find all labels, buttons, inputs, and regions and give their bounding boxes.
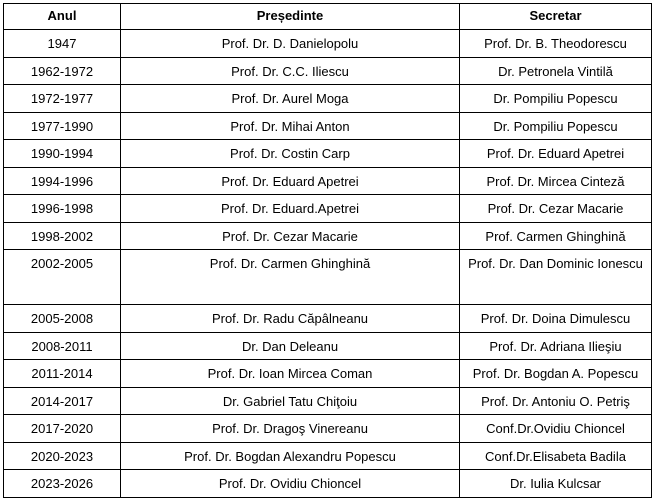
cell-year: 1962-1972 [4,57,121,85]
cell-secretary: Prof. Dr. Mircea Cinteză [460,167,652,195]
table-row [4,57,652,85]
table-row [4,222,652,250]
cell-president: Dr. Gabriel Tatu Chiţoiu [121,387,460,415]
cell-secretary: Dr. Iulia Kulcsar [460,470,652,498]
table-row [4,305,652,333]
table-row [4,167,652,195]
table-row [4,387,652,415]
presidents-secretaries-table [3,3,652,498]
cell-year: 1972-1977 [4,85,121,113]
cell-secretary: Prof. Dr. Eduard Apetrei [460,140,652,168]
cell-president: Prof. Dr. Aurel Moga [121,85,460,113]
header-row [4,4,652,30]
cell-year: 1947 [4,30,121,58]
table-row [4,360,652,388]
cell-president: Prof. Dr. Dragoş Vinereanu [121,415,460,443]
cell-year: 2014-2017 [4,387,121,415]
header-president: Președinte [121,4,460,30]
cell-president: Prof. Dr. Radu Căpâlneanu [121,305,460,333]
table-row [4,332,652,360]
cell-president: Prof. Dr. Costin Carp [121,140,460,168]
cell-year: 1990-1994 [4,140,121,168]
cell-president: Prof. Dr. Ioan Mircea Coman [121,360,460,388]
table-row [4,195,652,223]
cell-year: 2008-2011 [4,332,121,360]
cell-secretary: Prof. Dr. Adriana Ilieşiu [460,332,652,360]
table-body [4,30,652,498]
table-row [4,415,652,443]
table-row [4,112,652,140]
cell-secretary: Conf.Dr.Elisabeta Badila [460,442,652,470]
cell-secretary: Dr. Petronela Vintilă [460,57,652,85]
cell-year: 1998-2002 [4,222,121,250]
cell-president: Dr. Dan Deleanu [121,332,460,360]
cell-president: Prof. Dr. Bogdan Alexandru Popescu [121,442,460,470]
cell-president: Prof. Dr. Cezar Macarie [121,222,460,250]
table-row [4,442,652,470]
cell-secretary: Prof. Dr. Doina Dimulescu [460,305,652,333]
cell-secretary: Prof. Dr. B. Theodorescu [460,30,652,58]
cell-secretary: Prof. Carmen Ghinghină [460,222,652,250]
cell-secretary: Prof. Dr. Dan Dominic Ionescu [460,250,652,305]
cell-president: Prof. Dr. D. Danielopolu [121,30,460,58]
cell-year: 1977-1990 [4,112,121,140]
cell-year: 2023-2026 [4,470,121,498]
cell-secretary: Dr. Pompiliu Popescu [460,112,652,140]
cell-year: 1996-1998 [4,195,121,223]
table-row [4,140,652,168]
table-header [4,4,652,30]
cell-year: 2020-2023 [4,442,121,470]
table-row [4,30,652,58]
cell-secretary: Prof. Dr. Cezar Macarie [460,195,652,223]
cell-secretary: Prof. Dr. Antoniu O. Petriş [460,387,652,415]
header-year: Anul [4,4,121,30]
cell-year: 2005-2008 [4,305,121,333]
cell-secretary: Conf.Dr.Ovidiu Chioncel [460,415,652,443]
cell-president: Prof. Dr. Carmen Ghinghină [121,250,460,305]
cell-year: 1994-1996 [4,167,121,195]
table-row [4,470,652,498]
cell-president: Prof. Dr. Mihai Anton [121,112,460,140]
cell-president: Prof. Dr. Ovidiu Chioncel [121,470,460,498]
cell-president: Prof. Dr. C.C. Iliescu [121,57,460,85]
cell-year: 2002-2005 [4,250,121,305]
cell-year: 2011-2014 [4,360,121,388]
cell-secretary: Prof. Dr. Bogdan A. Popescu [460,360,652,388]
cell-year: 2017-2020 [4,415,121,443]
table-row [4,85,652,113]
cell-secretary: Dr. Pompiliu Popescu [460,85,652,113]
cell-president: Prof. Dr. Eduard.Apetrei [121,195,460,223]
table-row [4,250,652,305]
cell-president: Prof. Dr. Eduard Apetrei [121,167,460,195]
header-secretary: Secretar [460,4,652,30]
